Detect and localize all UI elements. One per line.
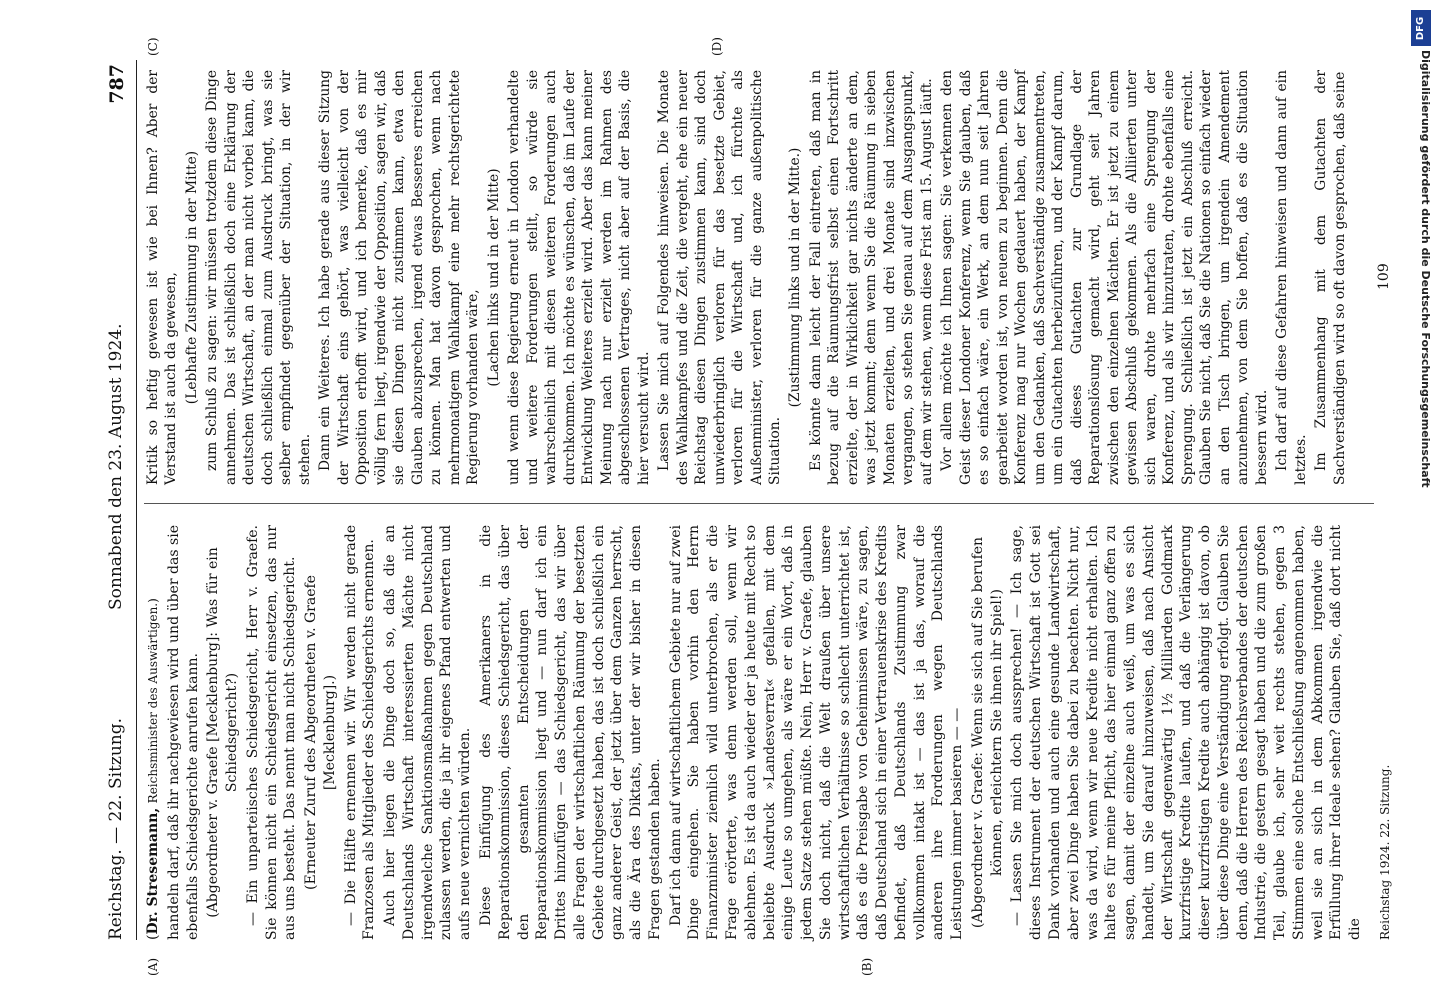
speaker-line: (Dr. Stresemann, Reichsminister des Auswärtigen.): [145, 598, 161, 940]
paragraph: Im Zusammenhang mit dem Gutachten der Sachverständigen wird so oft davon gesprochen, daß seine: [1313, 70, 1348, 485]
dfg-logo: [1411, 10, 1431, 46]
interjection: (Erneuter Zuruf des Abgeordneten v. Graefe [Mecklenburg].): [303, 575, 338, 890]
speaker-name: Dr. Stresemann,: [145, 807, 161, 935]
paragraph: — Die Hälfte ernennen wir. Wir werden nicht gerade Franzosen als Mitglieder des Schiedsgerichts ernennen.: [342, 525, 378, 940]
interjection: (Zustimmung links und in der Mitte.): [787, 147, 804, 408]
paragraph: Lassen Sie mich auf Folgendes hinweisen. Die Monate des Wahlkampfes und die Zeit, die vergeht, ehe ein neuer Reichstag diesen Dingen zustimmen kann, sind doch unwiederbringlich verloren für das besetzte Gebiet, verloren für die Wirtschaft und, ich fürchte als Außenminister, verloren für die ganze außenpolitische Situation.: [656, 70, 783, 485]
paragraph: Darf ich dann auf wirtschaftlichem Gebiete nur auf zwei Dinge eingehen. Sie haben vorhin den Herrn Finanzminister ziemlich wild unterbrochen, als er die Frage erörterte, was denn werden soll, wenn wir ablehnen. Es ist da auch wieder der ja heute mit Recht so beliebte Ausdruck »Landesverrat« gefallen, mit dem einige Leute so umgehen, als wäre er ein Wort, daß in jedem Satze stehen müßte. Nein, Herr v. Graefe, glauben Sie doch nicht, daß die Welt draußen über unsere wirtschaftlichen Verhältnisse so schlecht unterrichtet ist, daß es die Preisgabe von Geheimnissen wäre, zu sagen, daß Deutschland sich in einer Vertrauenskrise des Kredits befindet, daß Deutschlands Zustimmung zwar vollkommen intakt ist — das ist ja das, worauf die anderen ihre Forderungen wegen Deutschlands Leistungen immer basieren — —: [667, 525, 966, 940]
paragraph: Auch hier liegen die Dinge doch so, daß die an Deutschlands Wirtschaft interessierten Mächte nicht irgendwelche Sanktionsmaßnahmen gegen Deutschland zulassen werden, die ja ihr eigenes Pfand entwerten und aufs neue vernichten würden.: [382, 525, 474, 940]
digitization-sidebar: [1409, 10, 1433, 690]
margin-mark-b: (B): [860, 957, 874, 976]
column-divider: [144, 503, 1374, 504]
speaker-role: Reichsminister des Auswärtigen.): [146, 598, 160, 804]
paragraph: handeln darf, daß ihr nachgewiesen wird und über das sie ebenfalls Schiedsgerichte anrufen kann.: [165, 525, 201, 940]
paragraph: Kritik so heftig gewesen ist wie bei Ihnen? Aber der Verstand ist auch da gewesen,: [145, 70, 180, 485]
printed-page: [100, 37, 1400, 976]
paragraph: — Ein unparteiisches Schiedsgericht, Herr v. Graefe. Sie können nicht ein Schiedsgericht einsetzen, das nur aus uns besteht. Das nennt man nicht Schiedsgericht.: [244, 525, 299, 940]
page-header: [100, 60, 136, 940]
interjection: (Lebhafte Zustimmung in der Mitte): [183, 150, 200, 405]
right-column: [144, 70, 1351, 485]
paragraph: zum Schluß zu sagen: wir müssen trotzdem diese Dinge annehmen. Das ist schließlich doch eine Erklärung der deutschen Wirtschaft, an der man nicht vorbei kann, die doch schließlich einmal zum Ausdruck bringt, was sie selber empfindet gegenüber der Situation, in der wir stehen.: [204, 70, 313, 485]
margin-mark-d: (D): [710, 37, 724, 56]
header-session: Reichstag. — 22. Sitzung.: [106, 717, 126, 940]
paragraph: Dann ein Weiteres. Ich habe gerade aus dieser Sitzung der Wirtschaft eins gehört, was vielleicht von der Opposition erhofft wird, und ich bemerke, daß es mir völlig fern liegt, irgendwie der Opposition, sagen wir, daß sie diesen Dingen nicht zustimmen kann, etwa den Glauben abzusprechen, irgend etwas Besseres erreichen zu können. Man hat davon gesprochen, wenn nach mehrmonatigem Wahlkampf eine mehr rechtsgerichtete Regierung vorhanden wäre,: [317, 70, 482, 485]
header-rule: [136, 60, 137, 940]
footer-signature: Reichstag 1924. 22. Sitzung.: [1378, 764, 1392, 940]
paragraph: und wenn diese Regierung erneut in London verhandelte und weitere Forderungen stellt, so würde sie wahrscheinlich mit diesen weiteren Forderungen auch durchkommen. Ich möchte es wünschen, daß im Laufe der Entwicklung Weiteres erzielt wird. Aber das kann meiner Meinung nach nur erzielt werden im Rahmen des abgeschlossenen Vertrages, nicht aber auf der Basis, die hier versucht wird.: [506, 70, 652, 485]
dfg-logo-text: DFG: [1415, 16, 1427, 40]
left-column: [144, 525, 1367, 940]
interjection: (Lachen links und in der Mitte): [485, 168, 502, 387]
paragraph: Vor allem möchte ich Ihnen sagen: Sie verkennen den Geist dieser Londoner Konferenz, wenn Sie glauben, daß es so einfach wäre, ein Werk, an dem nun seit Jahren gearbeitet worden ist, von neuem zu beginnen. Denn die Konferenz mag nur Wochen gedauert haben, der Kampf um den Gedanken, daß Sachverständige zusammentreten, um ein Gutachten herbeizuführen, und der Kampf darum, daß dieses Gutachten zur Grundlage der Reparationslösung gemacht wird, geht seit Jahren zwischen den einzelnen Mächten. Er ist jetzt zu einem gewissen Abschluß gekommen. Als die Alliierten unter sich waren, drohte mehrfach eine Sprengung der Konferenz, und als wir hinzutraten, drohte ebenfalls eine Sprengung. Schließlich ist jetzt ein Abschluß erreicht. Glauben Sie nicht, daß Sie die Nationen so einfach wieder an den Tisch bringen, um irgendein Amendement anzunehmen, von dem Sie hoffen, daß es die Situation bessern wird.: [939, 70, 1270, 485]
digitization-note: Digitalisierung gefördert durch die Deutsche Forschungsgemeinschaft: [1419, 50, 1432, 488]
interjection: (Abgeordneter v. Graefe: Wenn sie sich auf Sie berufen können, erleichtern Sie ihnen ihr Spiel!): [969, 536, 1005, 929]
page-number: 787: [106, 64, 128, 104]
sheet-number: 109: [1376, 263, 1392, 290]
paragraph: — Lassen Sie mich doch aussprechen! — Ich sage, dieses Instrument der deutschen Wirtschaft ist Gott sei Dank vorhanden und auch eine gesunde Landwirtschaft, aber zwei Dinge haben Sie dabei zu beachten. Nicht nur, was da wird, wenn wir neue Kredite nicht erhalten. Ich halte es für meine Pflicht, das hier einmal ganz offen zu sagen, damit der einzelne auch weiß, um was es sich handelt, um Sie darauf hinzuweisen, daß nach Ansicht der Wirtschaft gegenwärtig 1½ Milliarden Goldmark kurzfristige Kredite laufen, und daß die Verlängerung dieser kurzfristigen Kredite auch abhängig ist davon, ob über diese Dinge eine Verständigung erfolgt. Glauben Sie denn, daß die Herren des Reichsverbandes der deutschen Industrie, die gestern gesagt haben und die zum großen Teil, glaube ich, sehr weit rechts stehen, gegen 3 Stimmen eine solche Entschließung angenommen haben, weil sie an sich in dem Abkommen irgendwie die Erfüllung ihrer Ideale sehen? Glauben Sie, daß dort nicht die: [1009, 525, 1364, 940]
paragraph: Ich darf auf diese Gefahren hinweisen und dann auf ein letztes.: [1274, 70, 1309, 485]
interjection: (Abgeordneter v. Graefe [Mecklenburg]: Was für ein Schiedsgericht?): [205, 547, 241, 918]
header-date: Sonnabend den 23. August 1924.: [106, 323, 126, 610]
margin-mark-c: (C): [146, 37, 160, 56]
paragraph: Es könnte dann leicht der Fall eintreten, daß man in bezug auf die Räumungsfrist selbst einen Fortschritt erzielte, der in Wirklichkeit gar nichts änderte an dem, was jetzt kommt; denn wenn Sie die Räumung in sieben Monaten erzielten, und drei Monate sind inzwischen vergangen, so stehen Sie genau auf dem Ausgangspunkt, auf dem wir stehen, wenn diese Frist am 15. August läuft.: [807, 70, 935, 485]
margin-mark-a: (A): [146, 957, 160, 976]
paragraph: Diese Einfügung des Amerikaners in die Reparationskommission, dieses Schiedsgericht, das über den gesamten Entscheidungen der Reparationskommission liegt und — nun darf ich ein Drittes hinzufügen — das Schiedsgericht, das wir über alle Fragen der wirtschaftlichen Räumung der besetzten Gebiete durchgesetzt haben, das ist doch schließlich ein ganz anderer Geist, der jetzt über dem Ganzen herrscht, als die Ära des Diktats, unter der wir bisher in diesen Fragen gestanden haben.: [478, 525, 663, 940]
